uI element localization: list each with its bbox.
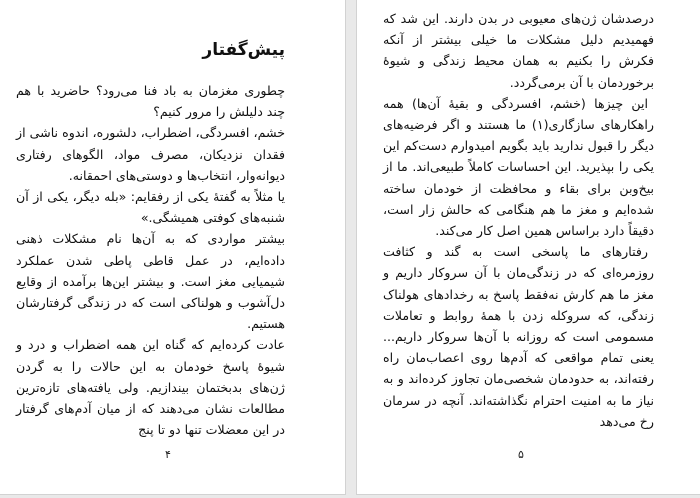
chapter-heading: پیش‌گفتار xyxy=(202,40,285,60)
paragraph: رفتارهای ما پاسخی است به گند و کثافت روزمره‌ای که در زندگی‌مان با آن سروکار داریم و مغز ما هم کارش نه‌فقط پاسخ به رخدادهای هولناک زندگی، که سروکله زدن با همهٔ روابط و تعاملات مسمومی است که روزانه با آن‌ها سروکار داریم... یعنی تمام مواقعی که آدم‌ها روی اعصاب‌مان راه رفته‌اند، به حدودمان شخصی‌مان تجاوز کرده‌اند و به نیاز ما به امنیت احترام نگذاشته‌اند. آنچه در سرمان رخ می‌دهد xyxy=(383,244,654,429)
page-number-right: ۵ xyxy=(518,448,524,461)
left-page-text xyxy=(16,80,285,440)
paragraph: چطوری مغزمان به باد فنا می‌رود؟ حاضرید با هم چند دلیلش را مرور کنیم؟ xyxy=(16,83,285,120)
paragraph: عادت کرده‌ایم که گناه این همه اضطراب و درد و شیوهٔ پاسخ خودمان به این حالات را به گردن ژن‌های بدبختمان بیندازیم. ولی یافته‌های تازه‌ترین مطالعات نشان می‌دهند که از میان آدم‌های گرفتار در این معضلات تنها دو تا پنج xyxy=(16,337,285,438)
paragraph: درصدشان ژن‌های معیوبی در بدن دارند. این شد که فهمیدیم دلیل مشکلات ما خیلی بیشتر از آنکه فکرش را بکنیم به همان محیط زندگی و شیوهٔ برخوردمان با آن برمی‌گردد. xyxy=(383,11,654,90)
left-page xyxy=(0,0,345,494)
paragraph: یا مثلاً به گفتهٔ یکی از رفقایم: «بله دیگر، یکی از آن شنبه‌های کوفتی همیشگی.» xyxy=(16,189,285,226)
page-number-left: ۴ xyxy=(165,448,171,461)
paragraph: این چیزها (خشم، افسردگی و بقیهٔ آن‌ها) همه راهکارهای سازگاری(۱) ما هستند و اگر فرضیه‌های دیگر را قبول ندارید باید بگویم امیدوارم دست‌کم این یکی را بپذیرید. این احساسات کاملاً طبیعی‌اند. ما از بیخ‌وبن برای بقاء و محافظت از خودمان ساخته شده‌ایم و مغز ما هم هنگامی که حالش زار است، دقیقاً دارد براساس همین اصل کار می‌کند. xyxy=(383,95,654,239)
paragraph: بیشتر مواردی که به آن‌ها نام مشکلات ذهنی داده‌ایم، در عمل قاطی پاطی شدن عملکرد شیمیایی مغز است. و بیشتر این‌ها برآمده از وقایع دل‌آشوب و هولناکی است که در زندگی گرفتارشان هستیم. xyxy=(16,231,285,332)
right-page xyxy=(357,0,700,494)
right-page-text xyxy=(383,8,654,432)
paragraph: خشم، افسردگی، اضطراب، دلشوره، اندوه ناشی از فقدان نزدیکان، مصرف مواد، الگوهای رفتاری دیوانه‌وار، انتخاب‌ها و دوستی‌های احمقانه. xyxy=(16,125,285,183)
